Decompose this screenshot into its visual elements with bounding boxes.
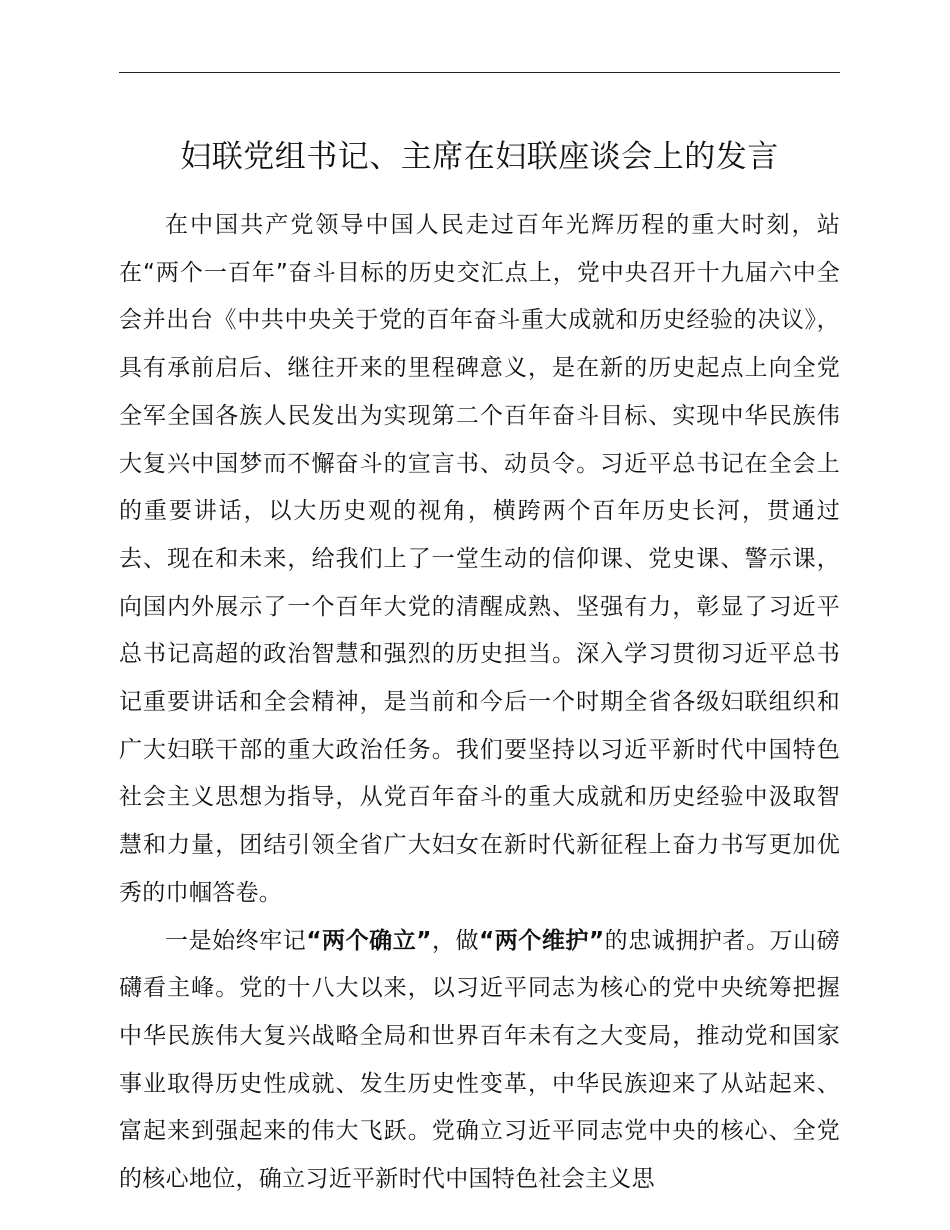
point-one-quote-2: “两个维护” (479, 927, 605, 954)
header-rule (119, 72, 840, 73)
document-body (119, 202, 840, 1204)
paragraph-point-one (119, 918, 840, 1204)
point-one-lead: 一是始终牢记 (165, 927, 307, 954)
document-title: 妇联党组书记、主席在妇联座谈会上的发言 (180, 139, 779, 175)
point-one-mid: ，做 (431, 927, 480, 954)
point-one-rest: 的忠诚拥护者。万山磅礴看主峰。党的十八大以来，以习近平同志为核心的党中央统筹把握中华民族伟大复兴战略全局和世界百年未有之大变局，推动党和国家事业取得历史性成就、发生历史性变革，中华民族迎来了从站起来、富起来到强起来的伟大飞跃。党确立习近平同志党中央的核心、全党的核心地位，确立习近平新时代中国特色社会主义思 (119, 927, 840, 1193)
point-one-quote-1: “两个确立” (306, 927, 432, 954)
paragraph-intro: 在中国共产党领导中国人民走过百年光辉历程的重大时刻，站在“两个一百年”奋斗目标的历史交汇点上，党中央召开十九届六中全会并出台《中共中央关于党的百年奋斗重大成就和历史经验的决议》，具有承前启后、继往开来的里程碑意义，是在新的历史起点上向全党全军全国各族人民发出为实现第二个百年奋斗目标、实现中华民族伟大复兴中国梦而不懈奋斗的宣言书、动员令。习近平总书记在全会上的重要讲话，以大历史观的视角，横跨两个百年历史长河，贯通过去、现在和未来，给我们上了一堂生动的信仰课、党史课、警示课，向国内外展示了一个百年大党的清醒成熟、坚强有力，彰显了习近平总书记高超的政治智慧和强烈的历史担当。深入学习贯彻习近平总书记重要讲话和全会精神，是当前和今后一个时期全省各级妇联组织和广大妇联干部的重大政治任务。我们要坚持以习近平新时代中国特色社会主义思想为指导，从党百年奋斗的重大成就和历史经验中汲取智慧和力量，团结引领全省广大妇女在新时代新征程上奋力书写更加优秀的巾帼答卷。 (119, 212, 840, 906)
